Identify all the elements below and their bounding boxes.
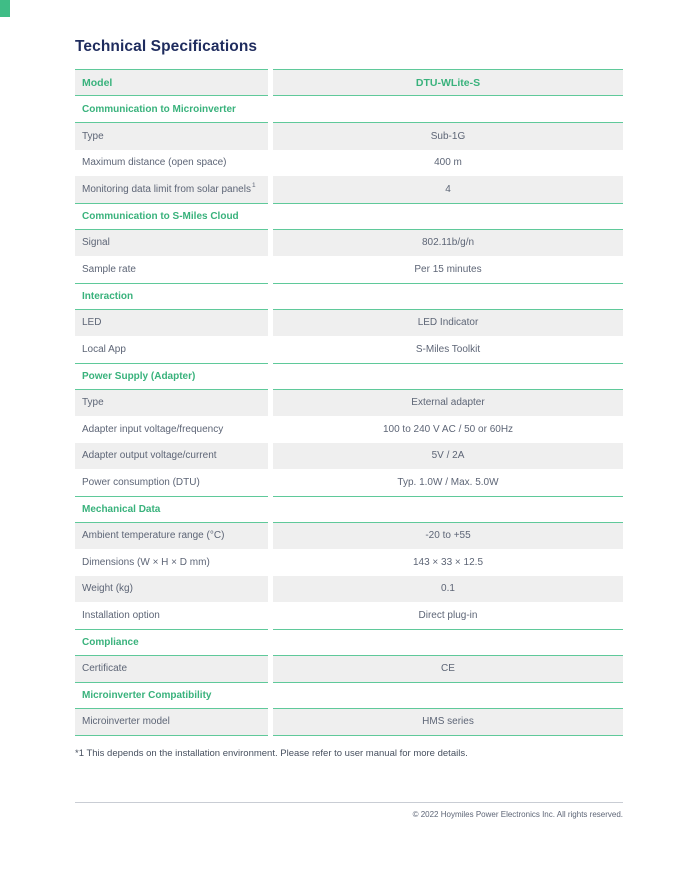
row-value: 100 to 240 V AC / 50 or 60Hz [382,423,514,435]
spec-row [75,256,623,283]
row-label: Type [82,397,104,409]
row-label: LED [82,317,102,329]
row-value: 0.1 [441,583,455,595]
model-header-label-cell [75,69,268,96]
footnote: *1 This depends on the installation environment. Please refer to user manual for more details. [75,747,468,759]
row-value-cell [273,390,623,417]
row-value: Sub-1G [430,130,466,142]
row-label-cell [75,230,268,257]
row-label: Monitoring data limit from solar panels [82,183,251,195]
section-header-spacer-cell [273,203,623,230]
section-header-row [75,283,623,310]
row-value-cell [273,443,623,470]
page-title: Technical Specifications [75,38,258,55]
row-label: Ambient temperature range (°C) [82,530,225,542]
spec-row [75,443,623,470]
section-title-cell [75,629,268,656]
row-label: Power consumption (DTU) [82,476,200,488]
section-title-cell [75,682,268,709]
section-title-cell [75,283,268,310]
spec-row [75,656,623,683]
spec-table [75,69,623,736]
row-value: 400 m [434,157,462,169]
section-title: Microinverter Compatibility [82,690,212,701]
section-title-cell [75,96,268,123]
corner-mark [0,0,10,17]
model-header-value-cell [273,69,623,96]
row-value: 4 [445,183,451,195]
row-label-cell [75,549,268,576]
row-label-cell [75,416,268,443]
row-value-cell [273,230,623,257]
row-label-cell [75,602,268,629]
row-label-cell [75,336,268,363]
row-label-cell [75,176,268,203]
row-value-cell [273,709,623,736]
row-value: CE [441,663,455,675]
row-value-cell [273,336,623,363]
spec-row [75,416,623,443]
spec-row [75,602,623,629]
section-title-cell [75,363,268,390]
model-header-row [75,69,623,96]
section-header-spacer-cell [273,629,623,656]
row-value: -20 to +55 [425,530,471,542]
row-value: Per 15 minutes [414,263,482,275]
row-value: 802.11b/g/n [421,237,475,249]
spec-row [75,150,623,177]
section-header-spacer-cell [273,96,623,123]
spec-row [75,336,623,363]
row-label-cell [75,709,268,736]
row-label: Maximum distance (open space) [82,157,227,169]
section-header-row [75,496,623,523]
row-label: Adapter input voltage/frequency [82,423,224,435]
row-value: Typ. 1.0W / Max. 5.0W [397,476,499,488]
section-title-cell [75,496,268,523]
row-value-cell [273,602,623,629]
row-label: Adapter output voltage/current [82,450,217,462]
row-label: Installation option [82,609,160,621]
section-header-row [75,96,623,123]
row-value-cell [273,523,623,550]
row-label: Sample rate [82,263,136,275]
section-title: Mechanical Data [82,503,161,515]
section-header-row [75,203,623,230]
row-label-cell [75,390,268,417]
row-value: Direct plug-in [418,609,478,621]
section-header-row [75,629,623,656]
section-header-spacer-cell [273,283,623,310]
row-value-cell [273,310,623,337]
row-label-cell [75,656,268,683]
spec-row [75,123,623,150]
section-header-spacer-cell [273,496,623,523]
row-label-cell [75,469,268,496]
row-value-cell [273,656,623,683]
row-value: 5V / 2A [431,450,465,462]
spec-row [75,176,623,203]
section-header-spacer-cell [273,682,623,709]
section-title: Compliance [82,636,139,648]
footnote-marker: 1 [251,182,256,189]
spec-row [75,390,623,417]
row-value: 143 × 33 × 12.5 [412,556,484,568]
row-label-cell [75,576,268,603]
row-label: Certificate [82,663,128,675]
model-label: Model [82,76,113,89]
row-label-cell [75,256,268,283]
spec-row [75,549,623,576]
spec-row [75,469,623,496]
model-value: DTU-WLite-S [415,76,481,89]
row-label-cell [75,443,268,470]
row-label: Dimensions (W × H × D mm) [82,556,210,568]
spec-row [75,523,623,550]
row-value-cell [273,576,623,603]
row-label-cell [75,150,268,177]
row-label: Type [82,130,104,142]
section-header-row [75,682,623,709]
row-value-cell [273,549,623,576]
section-header-spacer-cell [273,363,623,390]
row-value: LED Indicator [417,317,479,329]
row-value-cell [273,123,623,150]
row-label-cell [75,523,268,550]
row-value: S-Miles Toolkit [415,343,481,355]
spec-row [75,709,623,736]
row-value: External adapter [411,397,485,409]
section-header-row [75,363,623,390]
row-value: HMS series [422,716,474,728]
section-title: Interaction [82,290,134,302]
section-title: Power Supply (Adapter) [82,370,196,382]
footer-divider [75,802,623,803]
spec-row [75,310,623,337]
row-label: Microinverter model [82,716,170,728]
row-label-cell [75,123,268,150]
row-label: Weight (kg) [82,583,133,595]
row-value-cell [273,256,623,283]
row-label: Signal [82,237,110,249]
spec-row [75,576,623,603]
row-label: Local App [82,343,126,355]
row-value-cell [273,416,623,443]
section-title: Communication to S-Miles Cloud [82,210,239,222]
row-label-cell [75,310,268,337]
section-title: Communication to Microinverter [82,103,236,115]
row-value-cell [273,469,623,496]
row-value-cell [273,150,623,177]
copyright: © 2022 Hoymiles Power Electronics Inc. All rights reserved. [412,809,623,819]
section-title-cell [75,203,268,230]
spec-row [75,230,623,257]
row-value-cell [273,176,623,203]
page-footer [75,802,623,819]
